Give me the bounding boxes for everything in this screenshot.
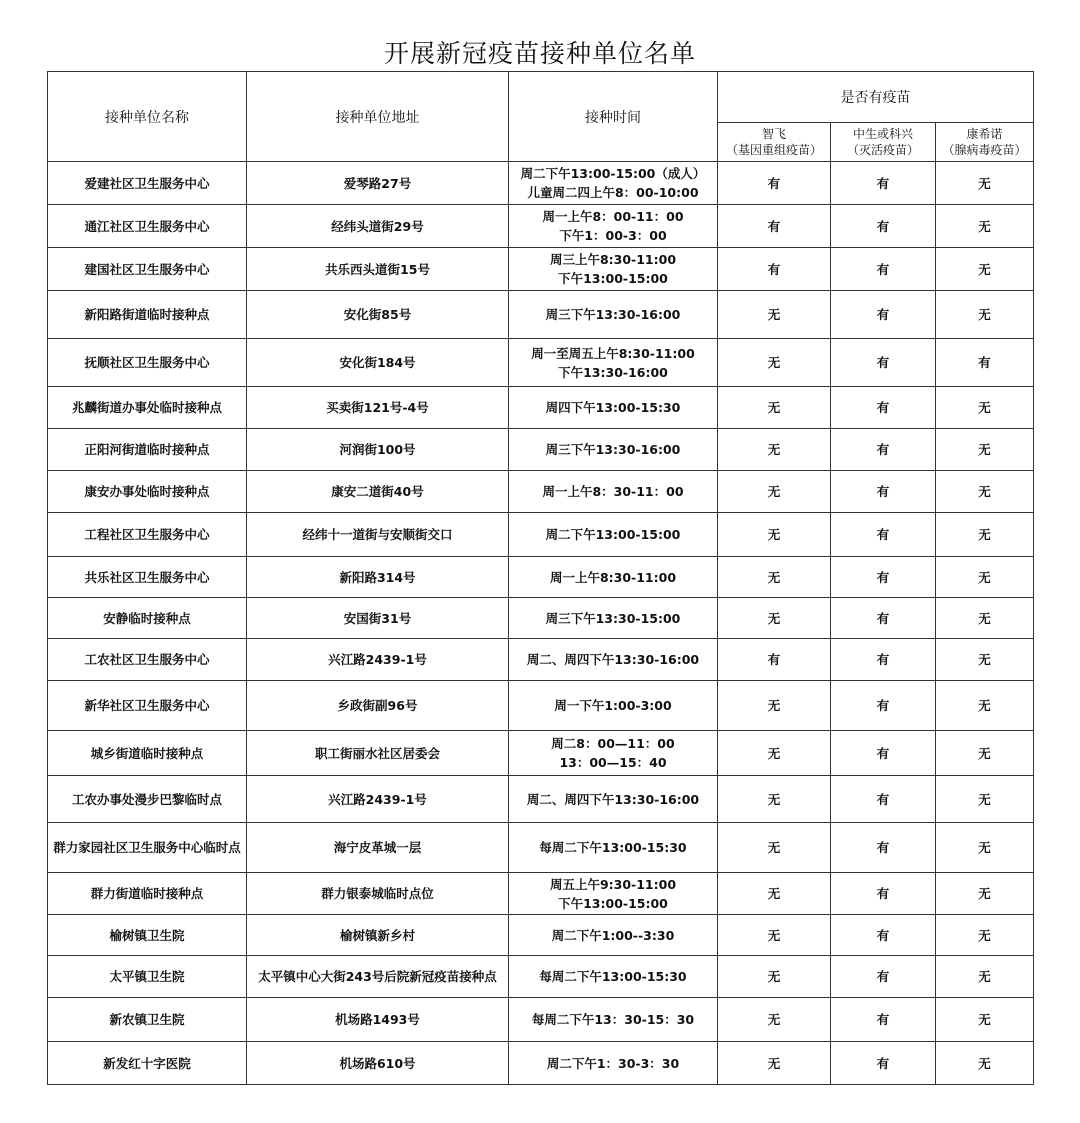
sinopharm-sinovac-availability-cell: 有 bbox=[831, 998, 936, 1042]
site-address-cell: 机场路610号 bbox=[247, 1042, 509, 1085]
site-address-cell: 机场路1493号 bbox=[247, 998, 509, 1042]
site-name-cell: 新阳路街道临时接种点 bbox=[48, 291, 247, 339]
cansino-availability-cell: 无 bbox=[936, 873, 1034, 915]
table-row bbox=[48, 387, 1034, 429]
sinopharm-sinovac-availability-cell: 有 bbox=[831, 429, 936, 471]
site-name-cell: 太平镇卫生院 bbox=[48, 956, 247, 998]
vaccination-time-cell bbox=[509, 681, 718, 731]
site-address-cell: 兴江路2439-1号 bbox=[247, 639, 509, 681]
vaccination-time-cell bbox=[509, 429, 718, 471]
cansino-availability-cell: 无 bbox=[936, 162, 1034, 205]
site-address-cell: 海宁皮革城一层 bbox=[247, 823, 509, 873]
header-vaccine-cansino bbox=[936, 123, 1034, 162]
sinopharm-sinovac-availability-cell: 有 bbox=[831, 1042, 936, 1085]
zhifei-availability-cell: 无 bbox=[718, 471, 831, 513]
time-line: 周一至周五上午8:30-11:00 bbox=[531, 345, 695, 361]
time-line: 周二下午13:00-15:00（成人） bbox=[520, 166, 706, 181]
table-row bbox=[48, 998, 1034, 1042]
sinopharm-sinovac-availability-cell: 有 bbox=[831, 639, 936, 681]
site-name-cell: 工农社区卫生服务中心 bbox=[48, 639, 247, 681]
sinopharm-sinovac-availability-cell: 有 bbox=[831, 956, 936, 998]
site-name-cell: 工农办事处漫步巴黎临时点 bbox=[48, 776, 247, 823]
vaccination-time-cell bbox=[509, 471, 718, 513]
zhifei-availability-cell: 无 bbox=[718, 956, 831, 998]
cansino-availability-cell: 无 bbox=[936, 598, 1034, 639]
site-name-cell: 康安办事处临时接种点 bbox=[48, 471, 247, 513]
vaccination-time-cell bbox=[509, 339, 718, 387]
vaccination-time-cell bbox=[509, 776, 718, 823]
zhifei-availability-cell: 无 bbox=[718, 557, 831, 598]
sinopharm-sinovac-availability-cell: 有 bbox=[831, 873, 936, 915]
site-address-cell: 安化街85号 bbox=[247, 291, 509, 339]
time-line: 周二下午1:00--3:30 bbox=[551, 927, 675, 943]
cansino-availability-cell: 无 bbox=[936, 387, 1034, 429]
zhifei-availability-cell: 无 bbox=[718, 291, 831, 339]
site-name-cell: 通江社区卫生服务中心 bbox=[48, 205, 247, 248]
vaccination-time-cell bbox=[509, 513, 718, 557]
vaccination-time-cell bbox=[509, 998, 718, 1042]
cansino-availability-cell: 无 bbox=[936, 681, 1034, 731]
time-line: 周二、周四下午13:30-16:00 bbox=[526, 652, 700, 667]
cansino-availability-cell: 无 bbox=[936, 776, 1034, 823]
vaccination-sites-table bbox=[47, 71, 1034, 1085]
zhifei-availability-cell: 无 bbox=[718, 915, 831, 956]
vaccine-type: （基因重组疫苗） bbox=[725, 143, 822, 157]
table-row bbox=[48, 339, 1034, 387]
vaccine-name: 智飞 bbox=[761, 127, 786, 141]
time-line: 儿童周二四上午8：00-10:00 bbox=[527, 185, 699, 200]
time-line: 每周二下午13:00-15:30 bbox=[539, 969, 687, 984]
vaccination-time-cell bbox=[509, 639, 718, 681]
table-row bbox=[48, 873, 1034, 915]
site-address-cell: 买卖街121号-4号 bbox=[247, 387, 509, 429]
vaccination-time-cell bbox=[509, 731, 718, 776]
site-name-cell: 安静临时接种点 bbox=[48, 598, 247, 639]
zhifei-availability-cell: 有 bbox=[718, 205, 831, 248]
cansino-availability-cell: 无 bbox=[936, 471, 1034, 513]
time-line: 周二8：00—11：00 bbox=[551, 736, 675, 751]
site-address-cell: 榆树镇新乡村 bbox=[247, 915, 509, 956]
sinopharm-sinovac-availability-cell: 有 bbox=[831, 205, 936, 248]
vaccination-time-cell bbox=[509, 291, 718, 339]
site-name-cell: 爱建社区卫生服务中心 bbox=[48, 162, 247, 205]
vaccination-time-cell bbox=[509, 956, 718, 998]
vaccination-time-cell bbox=[509, 162, 718, 205]
sinopharm-sinovac-availability-cell: 有 bbox=[831, 823, 936, 873]
header-vaccine-sinopharm-sinovac bbox=[831, 123, 936, 162]
site-name-cell: 抚顺社区卫生服务中心 bbox=[48, 339, 247, 387]
time-line: 周二、周四下午13:30-16:00 bbox=[526, 791, 700, 807]
time-line: 周一上午8：30-11：00 bbox=[542, 484, 684, 499]
time-line: 周三下午13:30-15:00 bbox=[545, 610, 681, 626]
vaccination-time-cell bbox=[509, 1042, 718, 1085]
zhifei-availability-cell: 无 bbox=[718, 873, 831, 915]
time-line: 周三上午8:30-11:00 bbox=[549, 252, 677, 267]
table-row bbox=[48, 557, 1034, 598]
zhifei-availability-cell: 无 bbox=[718, 339, 831, 387]
cansino-availability-cell: 无 bbox=[936, 248, 1034, 291]
time-line: 下午13:00-15:00 bbox=[558, 895, 668, 911]
cansino-availability-cell: 有 bbox=[936, 339, 1034, 387]
sinopharm-sinovac-availability-cell: 有 bbox=[831, 776, 936, 823]
time-line: 周三下午13:30-16:00 bbox=[545, 307, 681, 322]
time-line: 每周二下午13：30-15：30 bbox=[531, 1012, 695, 1027]
site-name-cell: 新农镇卫生院 bbox=[48, 998, 247, 1042]
cansino-availability-cell: 无 bbox=[936, 557, 1034, 598]
zhifei-availability-cell: 有 bbox=[718, 639, 831, 681]
vaccination-time-cell bbox=[509, 915, 718, 956]
table-row bbox=[48, 731, 1034, 776]
zhifei-availability-cell: 无 bbox=[718, 731, 831, 776]
cansino-availability-cell: 无 bbox=[936, 513, 1034, 557]
vaccination-time-cell bbox=[509, 823, 718, 873]
header-site-address: 接种单位地址 bbox=[247, 72, 509, 162]
site-address-cell: 经纬头道街29号 bbox=[247, 205, 509, 248]
sinopharm-sinovac-availability-cell: 有 bbox=[831, 248, 936, 291]
zhifei-availability-cell: 无 bbox=[718, 998, 831, 1042]
cansino-availability-cell: 无 bbox=[936, 823, 1034, 873]
sinopharm-sinovac-availability-cell: 有 bbox=[831, 162, 936, 205]
sinopharm-sinovac-availability-cell: 有 bbox=[831, 598, 936, 639]
site-address-cell: 职工街丽水社区居委会 bbox=[247, 731, 509, 776]
site-address-cell: 经纬十一道街与安顺街交口 bbox=[247, 513, 509, 557]
header-vaccine-availability: 是否有疫苗 bbox=[718, 72, 1034, 123]
sinopharm-sinovac-availability-cell: 有 bbox=[831, 681, 936, 731]
site-name-cell: 共乐社区卫生服务中心 bbox=[48, 557, 247, 598]
zhifei-availability-cell: 无 bbox=[718, 823, 831, 873]
cansino-availability-cell: 无 bbox=[936, 205, 1034, 248]
table-row bbox=[48, 429, 1034, 471]
table-row bbox=[48, 681, 1034, 731]
sinopharm-sinovac-availability-cell: 有 bbox=[831, 339, 936, 387]
table-row bbox=[48, 248, 1034, 291]
table-row bbox=[48, 205, 1034, 248]
site-address-cell: 安国街31号 bbox=[247, 598, 509, 639]
site-address-cell: 太平镇中心大街243号后院新冠疫苗接种点 bbox=[247, 956, 509, 998]
site-address-cell: 爱琴路27号 bbox=[247, 162, 509, 205]
cansino-availability-cell: 无 bbox=[936, 731, 1034, 776]
cansino-availability-cell: 无 bbox=[936, 915, 1034, 956]
site-name-cell: 新华社区卫生服务中心 bbox=[48, 681, 247, 731]
zhifei-availability-cell: 有 bbox=[718, 248, 831, 291]
sinopharm-sinovac-availability-cell: 有 bbox=[831, 387, 936, 429]
table-row bbox=[48, 1042, 1034, 1085]
zhifei-availability-cell: 无 bbox=[718, 513, 831, 557]
table-row bbox=[48, 162, 1034, 205]
table-row bbox=[48, 513, 1034, 557]
site-address-cell: 共乐西头道街15号 bbox=[247, 248, 509, 291]
time-line: 周五上午9:30-11:00 bbox=[549, 876, 677, 892]
cansino-availability-cell: 无 bbox=[936, 291, 1034, 339]
sinopharm-sinovac-availability-cell: 有 bbox=[831, 471, 936, 513]
time-line: 下午13:00-15:00 bbox=[558, 271, 668, 286]
site-address-cell: 河润街100号 bbox=[247, 429, 509, 471]
sinopharm-sinovac-availability-cell: 有 bbox=[831, 731, 936, 776]
sinopharm-sinovac-availability-cell: 有 bbox=[831, 557, 936, 598]
table-row bbox=[48, 639, 1034, 681]
site-address-cell: 群力银泰城临时点位 bbox=[247, 873, 509, 915]
vaccine-name: 中生或科兴 bbox=[852, 127, 913, 141]
table-body bbox=[48, 162, 1034, 1085]
vaccination-time-cell bbox=[509, 387, 718, 429]
header-vaccination-time: 接种时间 bbox=[509, 72, 718, 162]
sinopharm-sinovac-availability-cell: 有 bbox=[831, 291, 936, 339]
site-address-cell: 乡政街副96号 bbox=[247, 681, 509, 731]
site-name-cell: 建国社区卫生服务中心 bbox=[48, 248, 247, 291]
zhifei-availability-cell: 无 bbox=[718, 1042, 831, 1085]
zhifei-availability-cell: 无 bbox=[718, 387, 831, 429]
site-address-cell: 兴江路2439-1号 bbox=[247, 776, 509, 823]
vaccination-time-cell bbox=[509, 205, 718, 248]
vaccine-type: （腺病毒疫苗） bbox=[942, 143, 1027, 157]
zhifei-availability-cell: 无 bbox=[718, 429, 831, 471]
site-name-cell: 群力家园社区卫生服务中心临时点 bbox=[48, 823, 247, 873]
cansino-availability-cell: 无 bbox=[936, 429, 1034, 471]
table-row bbox=[48, 915, 1034, 956]
site-name-cell: 城乡街道临时接种点 bbox=[48, 731, 247, 776]
header-site-name: 接种单位名称 bbox=[48, 72, 247, 162]
vaccine-name: 康希诺 bbox=[966, 127, 1003, 141]
time-line: 每周二下午13:00-15:30 bbox=[539, 840, 687, 855]
site-address-cell: 新阳路314号 bbox=[247, 557, 509, 598]
table-row bbox=[48, 291, 1034, 339]
table-row bbox=[48, 598, 1034, 639]
time-line: 下午1：00-3：00 bbox=[559, 228, 667, 243]
sinopharm-sinovac-availability-cell: 有 bbox=[831, 915, 936, 956]
zhifei-availability-cell: 有 bbox=[718, 162, 831, 205]
zhifei-availability-cell: 无 bbox=[718, 776, 831, 823]
time-line: 下午13:30-16:00 bbox=[558, 364, 668, 380]
time-line: 周一下午1:00-3:00 bbox=[554, 698, 672, 713]
header-vaccine-zhifei bbox=[718, 123, 831, 162]
time-line: 周二下午13:00-15:00 bbox=[545, 527, 681, 542]
site-name-cell: 兆麟街道办事处临时接种点 bbox=[48, 387, 247, 429]
page-title: 开展新冠疫苗接种单位名单 bbox=[383, 39, 696, 68]
vaccination-time-cell bbox=[509, 248, 718, 291]
vaccine-type: （灭活疫苗） bbox=[846, 143, 919, 157]
site-name-cell: 新发红十字医院 bbox=[48, 1042, 247, 1085]
table-row bbox=[48, 471, 1034, 513]
cansino-availability-cell: 无 bbox=[936, 1042, 1034, 1085]
cansino-availability-cell: 无 bbox=[936, 639, 1034, 681]
cansino-availability-cell: 无 bbox=[936, 956, 1034, 998]
time-line: 13：00—15：40 bbox=[559, 755, 667, 770]
table-row bbox=[48, 823, 1034, 873]
zhifei-availability-cell: 无 bbox=[718, 598, 831, 639]
time-line: 周一上午8：00-11：00 bbox=[542, 209, 684, 224]
site-name-cell: 群力街道临时接种点 bbox=[48, 873, 247, 915]
vaccination-time-cell bbox=[509, 557, 718, 598]
sinopharm-sinovac-availability-cell: 有 bbox=[831, 513, 936, 557]
table-row bbox=[48, 956, 1034, 998]
site-name-cell: 工程社区卫生服务中心 bbox=[48, 513, 247, 557]
time-line: 周二下午1：30-3：30 bbox=[546, 1055, 680, 1071]
cansino-availability-cell: 无 bbox=[936, 998, 1034, 1042]
vaccination-time-cell bbox=[509, 873, 718, 915]
site-address-cell: 康安二道街40号 bbox=[247, 471, 509, 513]
time-line: 周三下午13:30-16:00 bbox=[545, 442, 681, 457]
site-name-cell: 正阳河街道临时接种点 bbox=[48, 429, 247, 471]
vaccination-time-cell bbox=[509, 598, 718, 639]
time-line: 周四下午13:00-15:30 bbox=[545, 400, 681, 415]
table-row bbox=[48, 776, 1034, 823]
zhifei-availability-cell: 无 bbox=[718, 681, 831, 731]
time-line: 周一上午8:30-11:00 bbox=[549, 569, 677, 585]
site-name-cell: 榆树镇卫生院 bbox=[48, 915, 247, 956]
site-address-cell: 安化街184号 bbox=[247, 339, 509, 387]
